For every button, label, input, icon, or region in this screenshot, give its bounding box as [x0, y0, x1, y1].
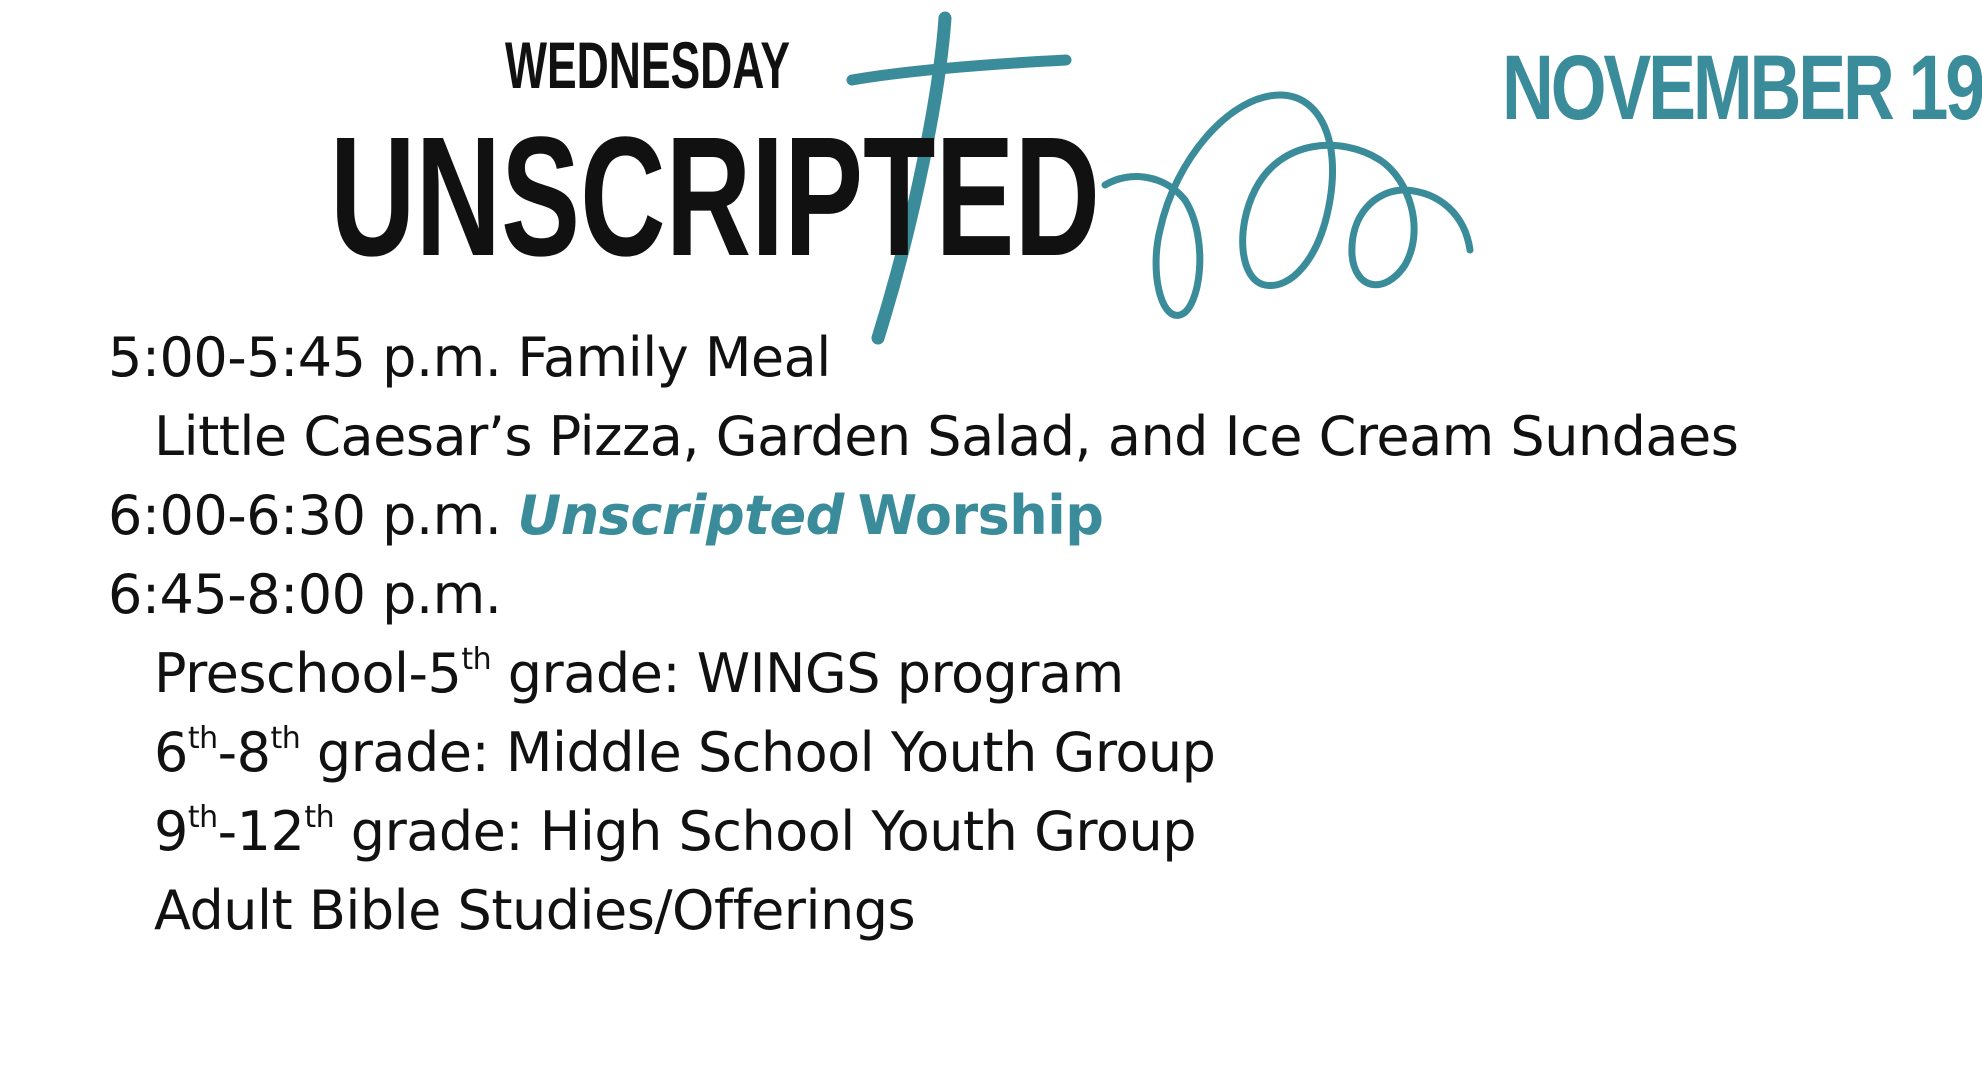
meal-line: [108, 318, 1708, 397]
program-item-ordinal: th: [187, 800, 218, 835]
program-item-text: grade: WINGS program: [491, 642, 1124, 705]
program-item-ordinal: th: [461, 642, 492, 677]
logo-day-label: WEDNESDAY: [505, 28, 790, 102]
event-date: NOVEMBER 19: [1502, 37, 1982, 139]
program-item-ordinal: th: [187, 721, 218, 756]
worship-label: Worship: [857, 484, 1104, 547]
program-item-prefix: Adult Bible Studies/Offerings: [154, 879, 916, 942]
program-item-middle-school: [108, 713, 1708, 792]
worship-label-emphasis: Unscripted: [517, 484, 844, 547]
program-item-adult: [108, 871, 1708, 950]
programs-time: 6:45-8:00 p.m.: [108, 563, 502, 626]
program-item-preschool: [108, 634, 1708, 713]
program-item-text: grade: High School Youth Group: [334, 800, 1196, 863]
worship-line: [108, 476, 1708, 555]
program-item-ordinal: th: [304, 800, 335, 835]
swirl-icon: [1105, 95, 1470, 315]
schedule: [108, 318, 1739, 950]
program-item-range: -8: [217, 721, 271, 784]
meal-label: Family Meal: [517, 326, 831, 389]
program-item-high-school: [108, 792, 1708, 871]
worship-time: 6:00-6:30 p.m.: [108, 484, 502, 547]
meal-time: 5:00-5:45 p.m.: [108, 326, 502, 389]
program-item-prefix: Preschool-5: [154, 642, 462, 705]
program-item-text: grade: Middle School Youth Group: [300, 721, 1216, 784]
logo-series-title: UNSCRIPTED: [330, 102, 1100, 292]
program-item-prefix: 6: [154, 721, 188, 784]
program-item-ordinal: th: [270, 721, 301, 756]
program-item-range: -12: [217, 800, 305, 863]
meal-menu: Little Caesar’s Pizza, Garden Salad, and Ice Cream Sundaes: [154, 405, 1739, 468]
programs-line: [108, 555, 1708, 634]
program-item-prefix: 9: [154, 800, 188, 863]
